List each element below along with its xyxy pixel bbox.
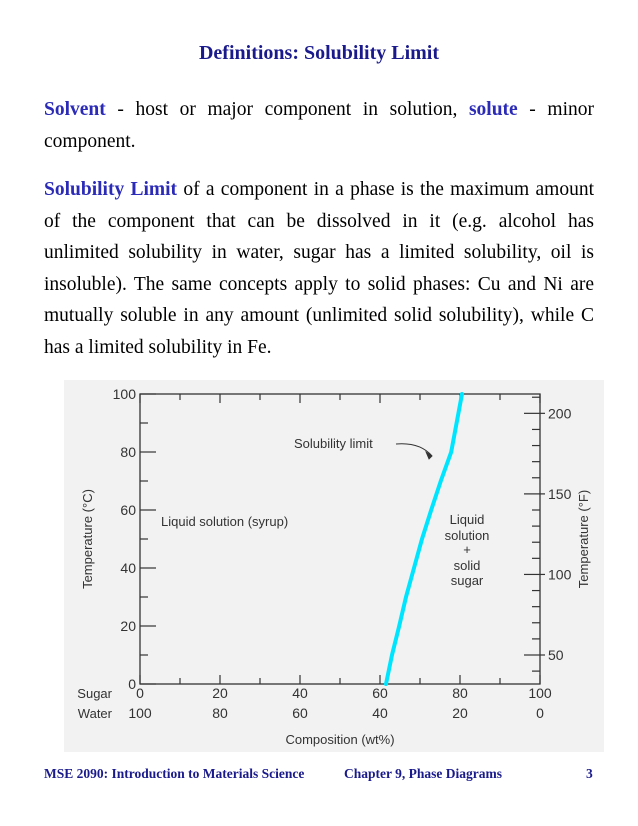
y-tick-label-right: 50 bbox=[548, 647, 564, 663]
term-solubility-limit: Solubility Limit bbox=[44, 179, 178, 200]
region-label-two-phase: + bbox=[463, 542, 471, 557]
slide-title: Definitions: Solubility Limit bbox=[198, 42, 440, 64]
y-axis-title-left: Temperature (°C) bbox=[80, 489, 95, 589]
y-axis-title-right: Temperature (°F) bbox=[576, 489, 591, 589]
solubility-figure bbox=[64, 380, 604, 752]
x-tick-label: 0 bbox=[536, 705, 544, 721]
x-tick-label: 40 bbox=[292, 685, 308, 701]
region-label-two-phase: solution bbox=[444, 528, 490, 543]
x-tick-label: 0 bbox=[136, 685, 144, 701]
y-tick-label-left: 60 bbox=[120, 502, 136, 518]
composition-row-label: Sugar bbox=[77, 686, 112, 701]
region-label-two-phase: sugar bbox=[450, 573, 484, 588]
composition-row-label: Water bbox=[77, 706, 112, 721]
y-tick-label-right: 100 bbox=[548, 566, 572, 583]
solubility-chart bbox=[64, 380, 604, 752]
x-tick-label: 80 bbox=[452, 685, 468, 701]
x-tick-label: 80 bbox=[212, 705, 228, 721]
region-label-two-phase: Liquid bbox=[449, 512, 485, 527]
region-label-liquid: Liquid solution (syrup) bbox=[161, 514, 289, 529]
solvent-text: - host or major component in solution, bbox=[105, 99, 469, 120]
x-tick-label: 100 bbox=[128, 705, 152, 721]
x-axis-title: Composition (wt%) bbox=[285, 732, 395, 747]
footer-course: MSE 2090: Introduction to Materials Science bbox=[44, 766, 305, 781]
footer-chapter: Chapter 9, Phase Diagrams bbox=[344, 766, 502, 781]
x-tick-label: 20 bbox=[212, 685, 228, 701]
curve-label: Solubility limit bbox=[294, 436, 373, 451]
definition-solubility-limit bbox=[44, 174, 594, 363]
solute-text: - minor component. bbox=[44, 99, 594, 152]
term-solute: solute bbox=[468, 99, 518, 120]
y-tick-label-left: 100 bbox=[112, 386, 136, 402]
solubility-limit-text: of a component in a phase is the maximum amount of the component that can be dissolved in it (e.g. alcohol has unlimited solubility in water, sugar has a limited solubility, oil is insoluble). The same concepts apply to solid phases: Cu and Ni are mutually soluble in any amount (unlimited solid solubility), while C has a limited solubility in Fe. bbox=[44, 179, 594, 358]
y-tick-label-left: 80 bbox=[120, 444, 136, 460]
y-tick-label-left: 40 bbox=[120, 560, 136, 576]
y-tick-label-right: 200 bbox=[548, 405, 572, 422]
y-tick-label-left: 0 bbox=[128, 676, 136, 692]
definition-solvent bbox=[44, 94, 594, 157]
x-tick-label: 100 bbox=[528, 685, 552, 701]
y-tick-label-right: 150 bbox=[548, 485, 572, 502]
region-label-two-phase: solid bbox=[453, 558, 481, 573]
x-tick-label: 60 bbox=[292, 705, 308, 721]
x-tick-label: 20 bbox=[452, 705, 468, 721]
x-tick-label: 60 bbox=[372, 685, 388, 701]
term-solvent: Solvent bbox=[44, 99, 106, 120]
y-tick-label-left: 20 bbox=[120, 618, 136, 634]
footer-page-number: 3 bbox=[586, 766, 593, 781]
x-tick-label: 40 bbox=[372, 705, 388, 721]
